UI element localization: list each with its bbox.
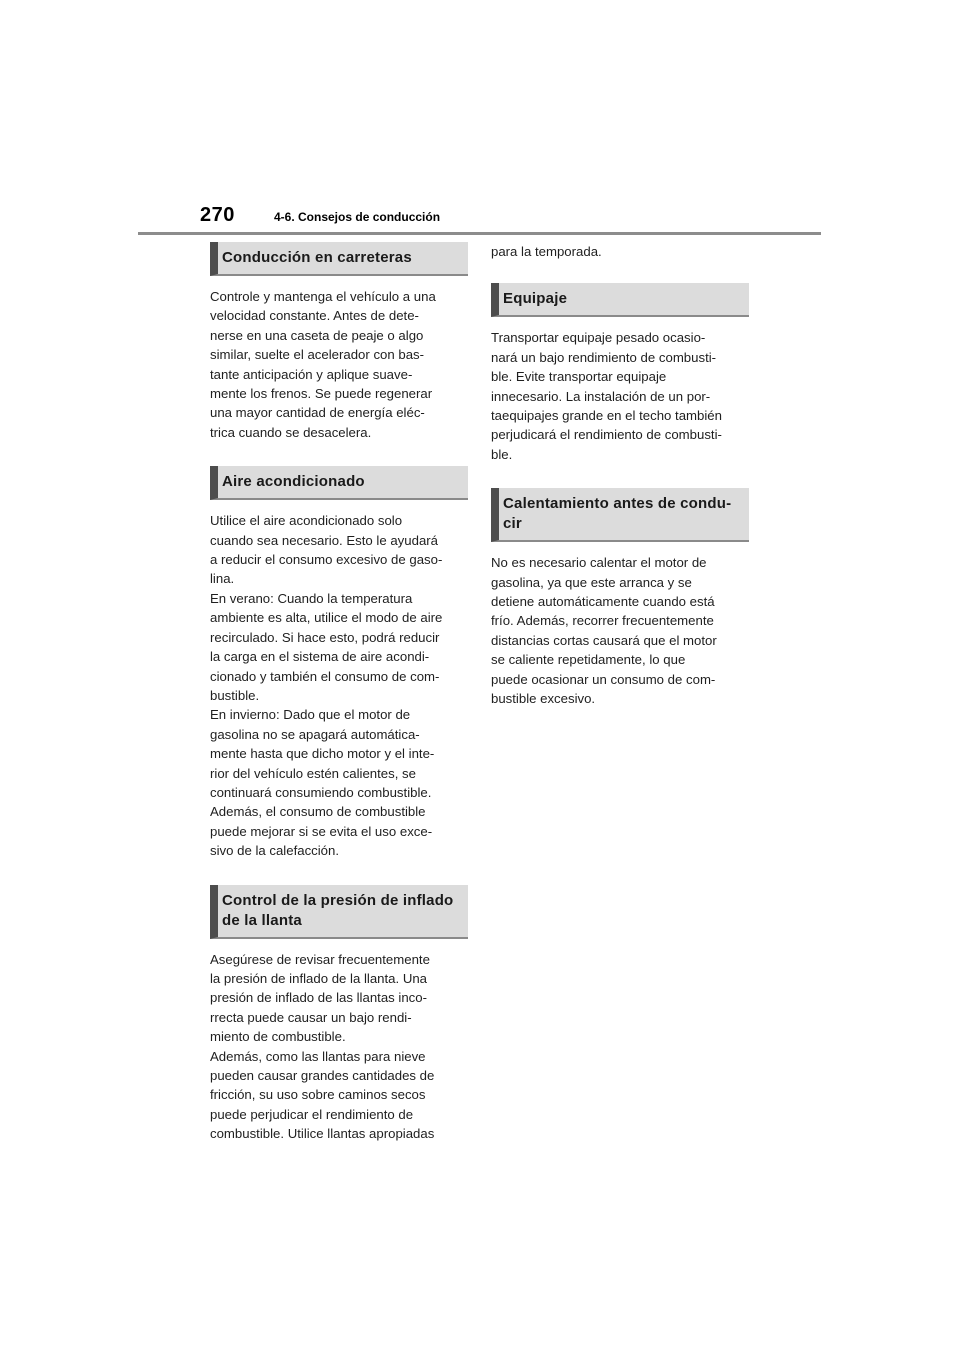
text-line: Asegúrese de revisar frecuentemente xyxy=(210,951,430,967)
text-line: bustible. xyxy=(210,687,260,703)
heading-line: Control de la presión de inflado xyxy=(222,891,454,909)
heading-line: Calentamiento antes de condu- xyxy=(503,495,732,513)
text-line: rrecta puede causar un bajo rendi- xyxy=(210,1009,412,1025)
text-line: gasolina no se apagará automática- xyxy=(210,726,420,742)
text-line: similar, suelte el acelerador con bas- xyxy=(210,347,425,363)
text-line: puede perjudicar el rendimiento de xyxy=(210,1106,414,1122)
text-line: detiene automáticamente cuando está xyxy=(491,594,715,610)
text-line: lina. xyxy=(210,571,235,587)
heading-aire-acondicionado: Aire acondicionado xyxy=(210,466,468,500)
heading-calentamiento xyxy=(491,488,749,542)
heading-control-presion-inflado xyxy=(210,885,468,939)
heading-conduccion-carreteras: Conducción en carreteras xyxy=(210,242,468,276)
paragraph-equipaje xyxy=(491,328,749,464)
text-line: sivo de la calefacción. xyxy=(210,843,340,859)
text-line: a reducir el consumo excesivo de gaso- xyxy=(210,552,443,568)
text-line: velocidad constante. Antes de dete- xyxy=(210,308,419,324)
text-line: Además, el consumo de combustible xyxy=(210,804,426,820)
text-line: mente los frenos. Se puede regenerar xyxy=(210,386,433,402)
text-line: gasolina, ya que este arranca y se xyxy=(491,574,692,590)
text-line: innecesario. La instalación de un por- xyxy=(491,388,711,404)
text-line: puede ocasionar un consumo de com- xyxy=(491,671,716,687)
text-line: la presión de inflado de la llanta. Una xyxy=(210,970,428,986)
text-line: miento de combustible. xyxy=(210,1029,346,1045)
section-label: 4-6. Consejos de conducción xyxy=(274,210,441,224)
text-line: En verano: Cuando la temperatura xyxy=(210,590,413,606)
text-line: puede mejorar si se evita el uso exce- xyxy=(210,823,433,839)
paragraph-calentamiento xyxy=(491,553,749,708)
text-line: pueden causar grandes cantidades de xyxy=(210,1068,435,1083)
text-line: mente hasta que dicho motor y el inte- xyxy=(210,746,435,762)
right-column xyxy=(491,242,749,709)
text-line: fricción, su uso sobre caminos secos xyxy=(210,1087,426,1103)
paragraph-conduccion-carreteras xyxy=(210,287,468,442)
text-line: cuando sea necesario. Esto le ayudará xyxy=(210,532,438,548)
paragraph-control-presion-inflado xyxy=(210,950,468,1144)
text-line: Controle y mantenga el vehículo a una xyxy=(210,289,436,304)
heading-line: cir xyxy=(503,515,522,533)
text-line: ble. xyxy=(491,446,513,462)
page-number: 270 xyxy=(200,204,235,226)
text-line: ble. Evite transportar equipaje xyxy=(491,369,667,385)
text-line: combustible. Utilice llantas apropiadas xyxy=(210,1126,435,1142)
text-line: recirculado. Si hace esto, podrá reducir xyxy=(210,629,440,645)
text-line: se caliente repetidamente, lo que xyxy=(491,652,686,668)
text-line: presión de inflado de las llantas inco- xyxy=(210,990,427,1006)
paragraph-aire-acondicionado xyxy=(210,511,468,860)
text-line: No es necesario calentar el motor de xyxy=(491,555,707,571)
text-line: frío. Además, recorrer frecuentemente xyxy=(491,613,714,629)
text-line: bustible excesivo. xyxy=(491,691,596,707)
text-line: una mayor cantidad de energía eléc- xyxy=(210,405,425,421)
text-line: perjudicará el rendimiento de combusti- xyxy=(491,427,722,443)
left-column xyxy=(210,242,468,1144)
text-line: la carga en el sistema de aire acondi- xyxy=(210,649,430,665)
text-line: En invierno: Dado que el motor de xyxy=(210,707,411,723)
text-line: rior del vehículo estén calientes, se xyxy=(210,765,416,781)
text-line: nerse en una caseta de peaje o algo xyxy=(210,327,424,343)
heading-line: de la llanta xyxy=(222,911,302,929)
text-line: ambiente es alta, utilice el modo de aire xyxy=(210,610,443,626)
text-line: Además, como las llantas para nieve xyxy=(210,1048,426,1064)
text-line: trica cuando se desacelera. xyxy=(210,424,372,440)
text-line: distancias cortas causará que el motor xyxy=(491,632,717,648)
text-line: Utilice el aire acondicionado solo xyxy=(210,513,403,529)
header-rule xyxy=(138,232,821,235)
text-line: nará un bajo rendimiento de combusti- xyxy=(491,349,717,365)
text-line: taequipajes grande en el techo también xyxy=(491,408,722,424)
heading-equipaje: Equipaje xyxy=(491,283,749,317)
text-line: tante anticipación y aplique suave- xyxy=(210,366,413,382)
text-line: continuará consumiendo combustible. xyxy=(210,784,432,800)
text-line: cionado y también el consumo de com- xyxy=(210,668,440,684)
text-line: Transportar equipaje pesado ocasio- xyxy=(491,330,706,346)
text-line: para la temporada. xyxy=(491,244,602,259)
paragraph-continuation xyxy=(491,242,749,261)
